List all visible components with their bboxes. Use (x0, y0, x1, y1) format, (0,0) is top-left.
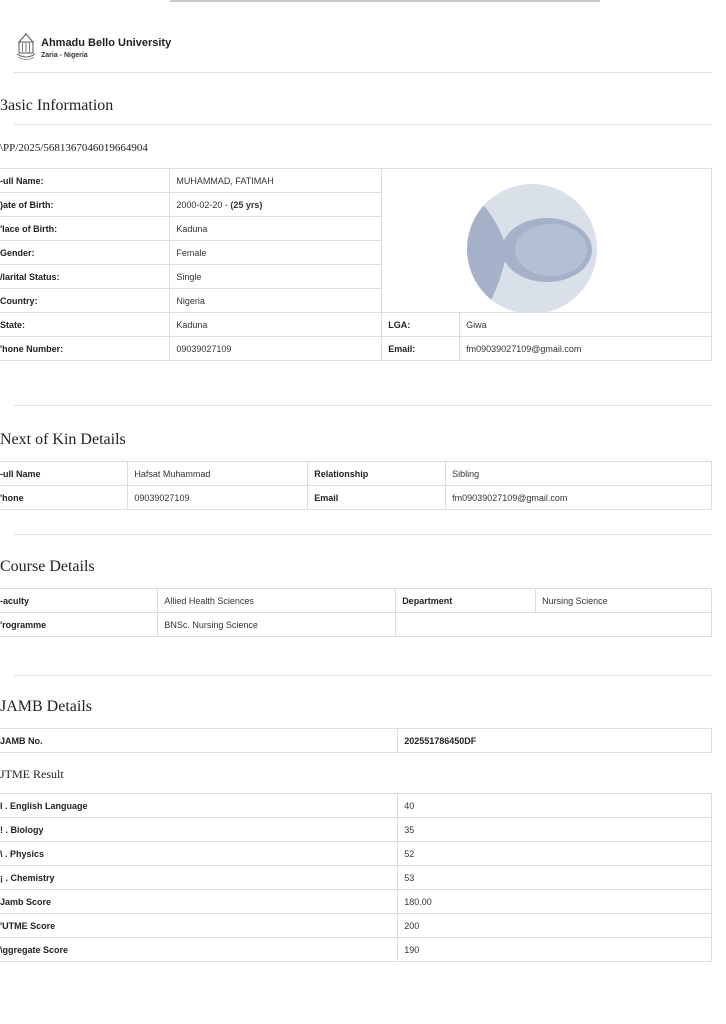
kin-top-divider (14, 405, 712, 406)
table-row (0, 842, 712, 866)
kin-name-value: Hafsat Muhammad (128, 462, 308, 486)
phone-number-value: 09039027109 (170, 337, 382, 361)
kin-email-value: fm09039027109@gmail.com (446, 486, 712, 510)
kin-name-label: -ull Name (0, 462, 128, 486)
kin-phone-value: 09039027109 (128, 486, 308, 510)
lga-label: LGA: (382, 313, 460, 337)
table-row (0, 313, 712, 337)
course-details-title: Course Details (0, 558, 95, 575)
top-edge-line (170, 0, 600, 2)
faculty-label: -aculty (0, 589, 158, 613)
email-value: fm09039027109@gmail.com (460, 337, 712, 361)
table-row (0, 914, 712, 938)
table-row (0, 462, 712, 486)
jamb-number-table (0, 728, 712, 753)
table-row (0, 729, 712, 753)
applicant-photo (467, 172, 597, 313)
jamb-number-label: JAMB No. (0, 729, 398, 753)
next-of-kin-table (0, 461, 712, 510)
dob-date: 2000-02-20 - (176, 199, 231, 210)
dob-value (170, 193, 382, 217)
course-top-divider (14, 534, 712, 535)
department-value: Nursing Science (536, 589, 712, 613)
programme-label: 'rogramme (0, 613, 158, 637)
table-row (0, 890, 712, 914)
marital-status-value: Single (170, 265, 382, 289)
university-logo-icon (15, 33, 37, 61)
kin-relationship-value: Sibling (446, 462, 712, 486)
jamb-score-value: 180.00 (398, 890, 712, 914)
kin-phone-label: 'hone (0, 486, 128, 510)
full-name-label: -ull Name: (0, 169, 170, 193)
dob-label: )ate of Birth: (0, 193, 170, 217)
state-value: Kaduna (170, 313, 382, 337)
department-label: Department (396, 589, 536, 613)
table-row (0, 866, 712, 890)
university-location: Zaria - Nigeria (41, 52, 88, 59)
physics-score: 52 (398, 842, 712, 866)
jamb-score-label: Jamb Score (0, 890, 398, 914)
university-name: Ahmadu Bello University (41, 37, 172, 49)
basic-info-table (0, 168, 712, 361)
chemistry-score: 53 (398, 866, 712, 890)
table-row (0, 486, 712, 510)
chemistry-label: ¡ . Chemistry (0, 866, 398, 890)
country-value: Nigeria (170, 289, 382, 313)
table-row (0, 589, 712, 613)
jamb-top-divider (14, 675, 712, 676)
english-label: l . English Language (0, 794, 398, 818)
biology-label: ! . Biology (0, 818, 398, 842)
full-name-value: MUHAMMAD, FATIMAH (170, 169, 382, 193)
putme-score-label: 'UTME Score (0, 914, 398, 938)
jamb-number-value: 202551786450DF (398, 729, 712, 753)
physics-label: \ . Physics (0, 842, 398, 866)
email-label: Email: (382, 337, 460, 361)
place-of-birth-value: Kaduna (170, 217, 382, 241)
aggregate-score-label: \ggregate Score (0, 938, 398, 962)
english-score: 40 (398, 794, 712, 818)
programme-value: BNSc. Nursing Science (158, 613, 396, 637)
table-row (0, 613, 712, 637)
table-row (0, 169, 712, 193)
dob-age: (25 yrs) (230, 199, 263, 210)
gender-label: Gender: (0, 241, 170, 265)
country-label: Country: (0, 289, 170, 313)
place-of-birth-label: 'lace of Birth: (0, 217, 170, 241)
utme-result-table (0, 793, 712, 962)
biology-score: 35 (398, 818, 712, 842)
university-header (15, 33, 171, 61)
gender-value: Female (170, 241, 382, 265)
phone-number-label: 'hone Number: (0, 337, 170, 361)
programme-empty-cell (396, 613, 712, 637)
basic-info-title: 3asic Information (0, 97, 114, 114)
lga-value: Giwa (460, 313, 712, 337)
jamb-details-title: JAMB Details (0, 698, 92, 715)
state-label: State: (0, 313, 170, 337)
application-number: \PP/2025/5681367046019664904 (0, 142, 148, 154)
photo-cell (382, 169, 712, 313)
aggregate-score-value: 190 (398, 938, 712, 962)
table-row (0, 337, 712, 361)
putme-score-value: 200 (398, 914, 712, 938)
kin-email-label: Email (308, 486, 446, 510)
marital-status-label: /larital Status: (0, 265, 170, 289)
table-row (0, 794, 712, 818)
course-details-table (0, 588, 712, 637)
basic-info-divider (14, 124, 712, 125)
next-of-kin-title: Next of Kin Details (0, 431, 126, 448)
faculty-value: Allied Health Sciences (158, 589, 396, 613)
table-row (0, 818, 712, 842)
kin-relationship-label: Relationship (308, 462, 446, 486)
header-divider (14, 72, 712, 73)
table-row (0, 938, 712, 962)
utme-result-title: JTME Result (0, 767, 64, 781)
